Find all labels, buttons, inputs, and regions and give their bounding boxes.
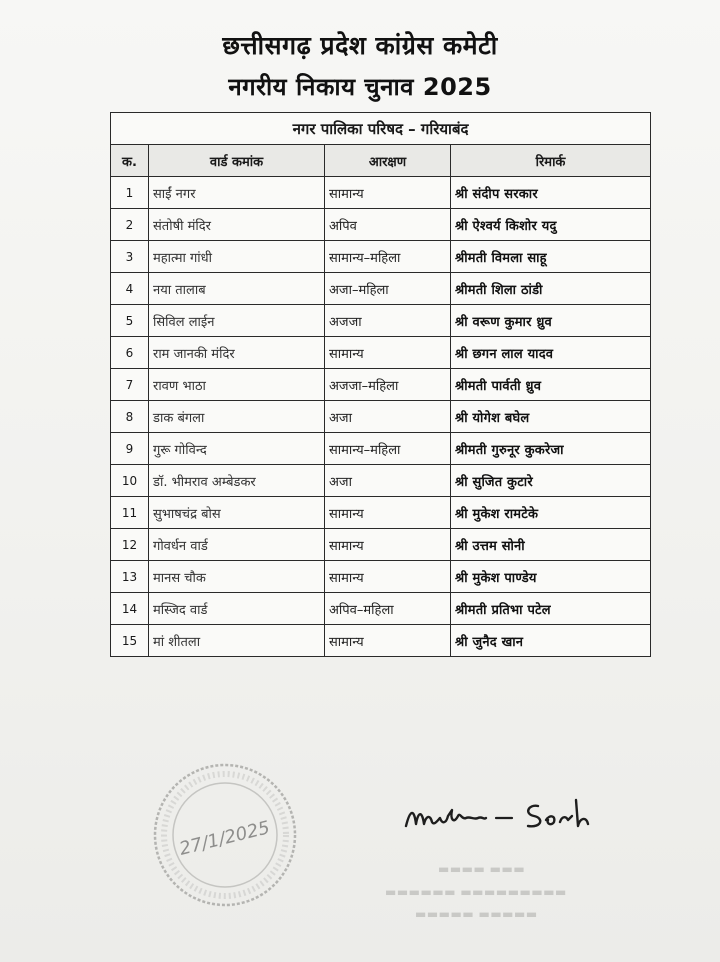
candidate-remark: श्री छगन लाल यादव (451, 337, 651, 369)
reservation-category: सामान्य (325, 497, 451, 529)
reservation-category: अजजा–महिला (325, 369, 451, 401)
candidate-remark: श्री जुनैद खान (451, 625, 651, 657)
ward-number: 11 (111, 497, 149, 529)
table-row (111, 433, 651, 465)
table-row (111, 561, 651, 593)
table-row (111, 401, 651, 433)
ward-number: 5 (111, 305, 149, 337)
candidate-remark: श्री योगेश बघेल (451, 401, 651, 433)
reservation-category: सामान्य (325, 529, 451, 561)
ward-name: गोवर्धन वार्ड (149, 529, 325, 561)
table-row (111, 337, 651, 369)
council-name: नगर पालिका परिषद – गरियाबंद (111, 113, 651, 145)
table-row (111, 369, 651, 401)
stamp-handwritten-date: 27/1/2025 (177, 817, 272, 860)
ward-name: सुभाषचंद्र बोस (149, 497, 325, 529)
table-row (111, 593, 651, 625)
ward-number: 13 (111, 561, 149, 593)
reservation-category: सामान्य (325, 177, 451, 209)
table-row (111, 209, 651, 241)
candidate-remark: श्रीमती विमला साहू (451, 241, 651, 273)
reservation-category: अजजा (325, 305, 451, 337)
ward-number: 12 (111, 529, 149, 561)
ward-number: 1 (111, 177, 149, 209)
ward-name: संतोषी मंदिर (149, 209, 325, 241)
ward-number: 7 (111, 369, 149, 401)
ward-number: 3 (111, 241, 149, 273)
candidate-remark: श्री संदीप सरकार (451, 177, 651, 209)
candidate-remark: श्रीमती प्रतिभा पटेल (451, 593, 651, 625)
column-header-serial: क. (111, 145, 149, 177)
ward-name: राम जानकी मंदिर (149, 337, 325, 369)
reservation-category: सामान्य (325, 625, 451, 657)
column-header-ward: वार्ड कमांक (149, 145, 325, 177)
reservation-category: सामान्य–महिला (325, 241, 451, 273)
ward-name: मानस चौक (149, 561, 325, 593)
ward-number: 8 (111, 401, 149, 433)
candidate-remark: श्री उत्तम सोनी (451, 529, 651, 561)
reservation-category: अजा–महिला (325, 273, 451, 305)
office-seal-stamp (150, 760, 300, 910)
reservation-category: अजा (325, 401, 451, 433)
ward-name: रावण भाठा (149, 369, 325, 401)
candidate-remark: श्री वरूण कुमार ध्रुव (451, 305, 651, 337)
candidate-remark: श्रीमती पार्वती ध्रुव (451, 369, 651, 401)
faint-designation-line: ▬▬▬▬▬ ▬▬▬▬▬ (415, 907, 538, 921)
candidate-remark: श्रीमती शिला ठांडी (451, 273, 651, 305)
ward-name: सिविल लाईन (149, 305, 325, 337)
candidate-remark: श्रीमती गुरुनूर कुकरेजा (451, 433, 651, 465)
table-row (111, 625, 651, 657)
ward-name: डॉ. भीमराव अम्बेडकर (149, 465, 325, 497)
candidate-remark: श्री मुकेश पाण्डेय (451, 561, 651, 593)
faint-designation-line: ▬▬▬▬▬▬ ▬▬▬▬▬▬▬▬▬ (385, 885, 567, 899)
ward-number: 4 (111, 273, 149, 305)
table-row (111, 465, 651, 497)
election-title: नगरीय निकाय चुनाव 2025 (228, 73, 492, 101)
ward-number: 9 (111, 433, 149, 465)
reservation-category: अजा (325, 465, 451, 497)
column-header-row (111, 145, 651, 177)
table-row (111, 177, 651, 209)
table-row (111, 529, 651, 561)
reservation-category: अपिव–महिला (325, 593, 451, 625)
ward-reservation-table (110, 112, 651, 657)
ward-name: मां शीतला (149, 625, 325, 657)
ward-number: 15 (111, 625, 149, 657)
reservation-category: अपिव (325, 209, 451, 241)
ward-number: 2 (111, 209, 149, 241)
reservation-category: सामान्य–महिला (325, 433, 451, 465)
ward-name: महात्मा गांधी (149, 241, 325, 273)
ward-name: नया तालाब (149, 273, 325, 305)
reservation-category: सामान्य (325, 337, 451, 369)
table-row (111, 241, 651, 273)
council-header-row (111, 113, 651, 145)
ward-number: 10 (111, 465, 149, 497)
table-row (111, 497, 651, 529)
candidate-remark: श्री सुजित कुटारे (451, 465, 651, 497)
column-header-remark: रिमार्क (451, 145, 651, 177)
ward-number: 14 (111, 593, 149, 625)
signature (400, 790, 610, 840)
ward-name: मस्जिद वार्ड (149, 593, 325, 625)
ward-name: गुरू गोविन्द (149, 433, 325, 465)
ward-name: डाक बंगला (149, 401, 325, 433)
party-committee-title: छत्तीसगढ़ प्रदेश कांग्रेस कमेटी (222, 31, 498, 60)
reservation-category: सामान्य (325, 561, 451, 593)
column-header-reservation: आरक्षण (325, 145, 451, 177)
ward-name: साईं नगर (149, 177, 325, 209)
faint-designation-line: ▬▬▬▬ ▬▬▬ (438, 862, 526, 876)
candidate-remark: श्री मुकेश रामटेके (451, 497, 651, 529)
candidate-remark: श्री ऐश्वर्य किशोर यदु (451, 209, 651, 241)
table-row (111, 273, 651, 305)
table-row (111, 305, 651, 337)
ward-number: 6 (111, 337, 149, 369)
